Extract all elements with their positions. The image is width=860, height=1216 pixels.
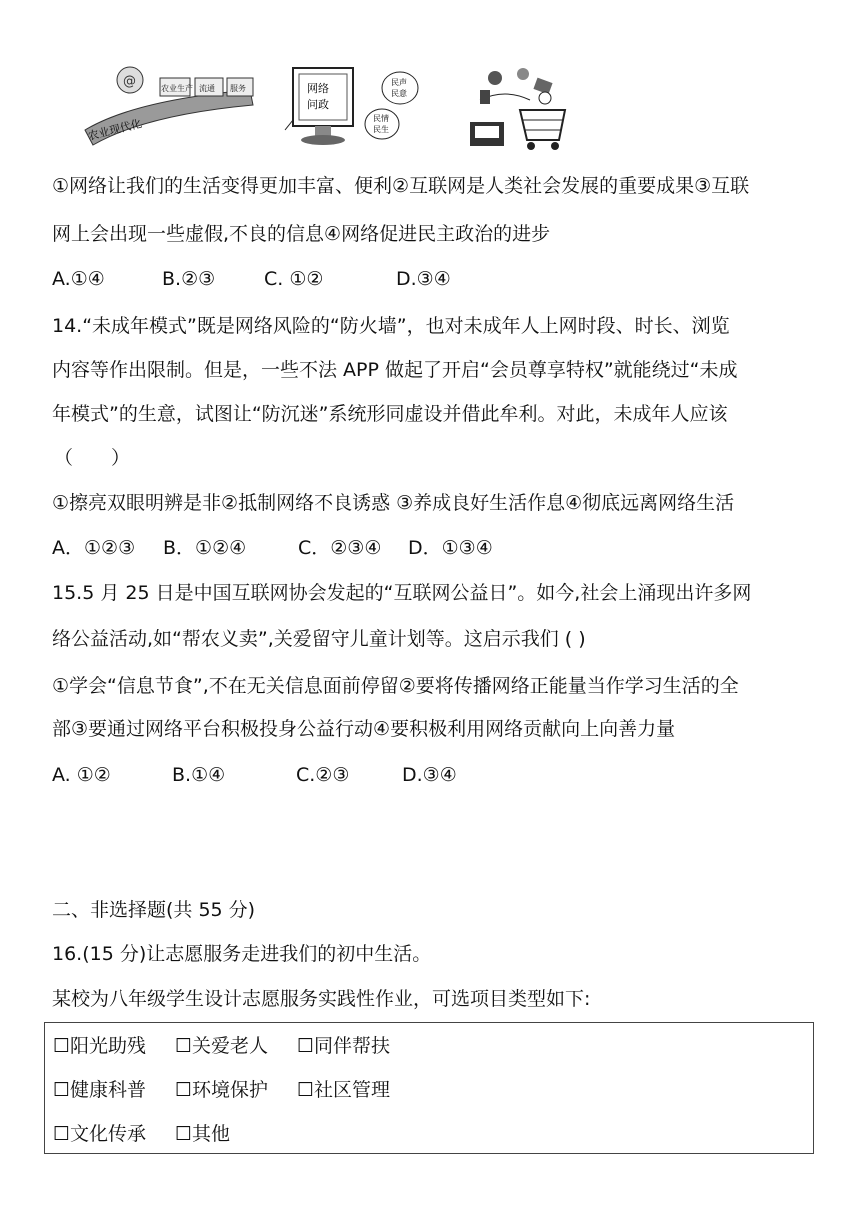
- q16-context: 某校为八年级学生设计志愿服务实践性作业，可选项目类型如下:: [52, 988, 591, 1010]
- checkbox-health-education[interactable]: ☐健康科普: [53, 1079, 147, 1101]
- q14-statements: ①擦亮双眼明辨是非②抵制网络不良诱惑 ③养成良好生活作息④彻底远离网络生活: [52, 492, 735, 514]
- checkbox-culture-heritage[interactable]: ☐文化传承: [53, 1123, 147, 1145]
- checkbox-peer-support[interactable]: ☐同伴帮扶: [297, 1035, 391, 1057]
- q16-stem: 16.(15 分)让志愿服务走进我们的初中生活。: [52, 943, 432, 965]
- agri-modern-label: 农业现代化: [86, 116, 144, 143]
- checkbox-environment-protection[interactable]: ☐环境保护: [175, 1079, 269, 1101]
- q15-option-c: C.②③: [296, 764, 350, 786]
- section-heading: 二、非选择题(共 55 分): [52, 899, 256, 921]
- svg-text:民生: 民生: [373, 125, 389, 134]
- checkbox-other[interactable]: ☐其他: [175, 1123, 231, 1145]
- agri-prod-label: 农业生产: [161, 84, 193, 93]
- q14-option-c: C．②③④: [298, 537, 382, 559]
- service-label: 服务: [230, 84, 246, 93]
- q13-statements-line1: ①网络让我们的生活变得更加丰富、便利②互联网是人类社会发展的重要成果③互联: [52, 175, 750, 197]
- svg-text:网络: 网络: [307, 82, 329, 95]
- q13-statements-line2: 网上会出现一些虚假,不良的信息④网络促进民主政治的进步: [52, 223, 551, 245]
- q13-option-a: A.①④: [52, 268, 105, 290]
- question-illustration: [75, 60, 595, 155]
- q13-option-c: C. ①②: [264, 268, 324, 290]
- agriculture-modernization-illustration: [85, 67, 253, 145]
- q15-statements-line2: 部③要通过网络平台积极投身公益行动④要积极利用网络贡献向上向善力量: [52, 718, 676, 740]
- q15-option-a: A. ①②: [52, 764, 111, 786]
- checkbox-elderly-care[interactable]: ☐关爱老人: [175, 1035, 269, 1057]
- svg-text:民情: 民情: [373, 114, 389, 123]
- q15-option-b: B.①④: [172, 764, 226, 786]
- q15-option-d: D.③④: [402, 764, 457, 786]
- checkbox-community-management[interactable]: ☐社区管理: [297, 1079, 391, 1101]
- project-type-box: [44, 1022, 814, 1154]
- svg-text:问政: 问政: [307, 98, 329, 111]
- q15-stem-line1: 15.5 月 25 日是中国互联网协会发起的“互联网公益日”。如今,社会上涌现出许多网: [52, 582, 752, 604]
- q14-option-a: A．①②③: [52, 537, 136, 559]
- online-governance-illustration: [285, 68, 418, 145]
- q15-stem-line2: 络公益活动,如“帮农义卖”,关爱留守儿童计划等。这启示我们 ( ): [52, 628, 586, 650]
- svg-text:@: @: [123, 74, 136, 89]
- q13-option-b: B.②③: [162, 268, 216, 290]
- q14-option-b: B．①②④: [163, 537, 247, 559]
- q14-option-d: D．①③④: [408, 537, 493, 559]
- online-shopping-illustration: [470, 68, 565, 150]
- svg-text:民声: 民声: [391, 78, 407, 87]
- svg-text:民意: 民意: [391, 89, 407, 98]
- circulation-label: 流通: [199, 84, 215, 93]
- q14-stem-line3: 年模式”的生意，试图让“防沉迷”系统形同虚设并借此牟利。对此，未成年人应该: [52, 403, 728, 425]
- checkbox-sunshine-disability-help[interactable]: ☐阳光助残: [53, 1035, 147, 1057]
- q14-stem-line1: 14.“未成年模式”既是网络风险的“防火墙”，也对未成年人上网时段、时长、浏览: [52, 315, 730, 337]
- q13-option-d: D.③④: [396, 268, 451, 290]
- q14-stem-line2: 内容等作出限制。但是，一些不法 APP 做起了开启“会员尊享特权”就能绕过“未成: [52, 359, 738, 381]
- q14-answer-bracket: （ ）: [54, 447, 131, 469]
- q15-statements-line1: ①学会“信息节食”,不在无关信息面前停留②要将传播网络正能量当作学习生活的全: [52, 675, 739, 697]
